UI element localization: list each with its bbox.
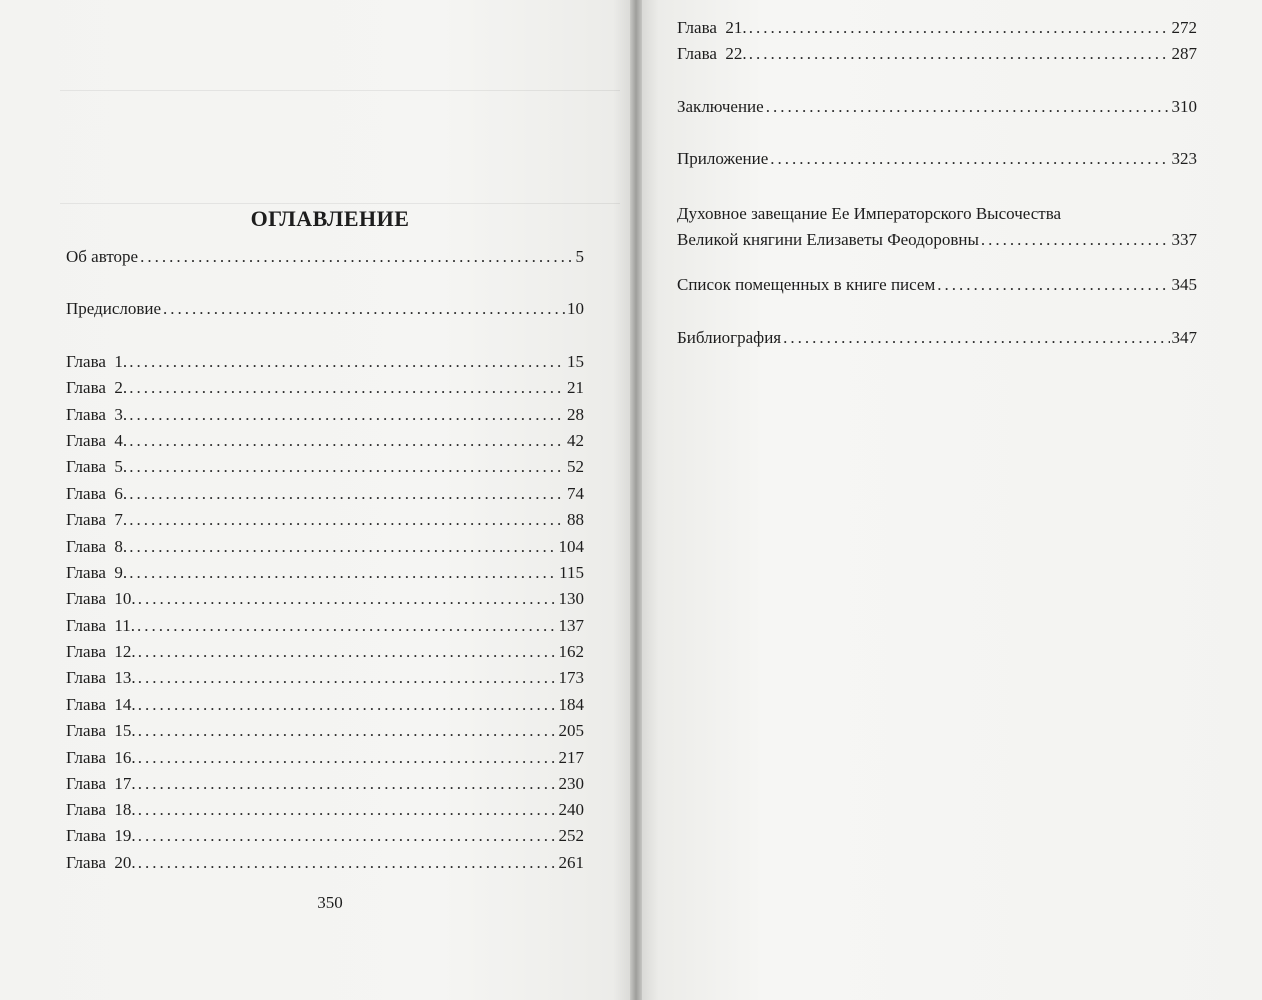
dot-leader — [129, 562, 557, 584]
toc-entry-label: Глава 17. — [66, 774, 136, 793]
toc-entry-page: 184 — [558, 695, 584, 714]
toc-entry-chapter-1[interactable] — [66, 351, 584, 373]
toc-entry-chapter-8[interactable] — [66, 536, 584, 558]
toc-entry-page: 104 — [558, 537, 584, 556]
toc-entry-page: 252 — [558, 826, 584, 845]
toc-entry-page: 15 — [567, 352, 584, 371]
dot-leader — [138, 825, 557, 847]
toc-entry-chapter-10[interactable] — [66, 588, 584, 610]
dot-leader — [138, 747, 557, 769]
dot-leader — [137, 615, 556, 637]
toc-entry-page: 261 — [558, 853, 584, 872]
toc-entry-label: Глава 4. — [66, 431, 128, 450]
toc-entry-label: Глава 11. — [66, 616, 136, 635]
dot-leader — [163, 298, 565, 320]
toc-entry-chapter-21[interactable] — [677, 17, 1197, 39]
toc-entry-label: Глава 9. — [66, 563, 128, 582]
toc-entry-page: 130 — [558, 589, 584, 608]
toc-entry-page: 310 — [1171, 97, 1197, 116]
toc-entry-label: Великой княгини Елизаветы Феодоровны — [677, 230, 979, 249]
toc-entry-page: 337 — [1171, 230, 1197, 249]
toc-heading: ОГЛАВЛЕНИЕ — [250, 206, 410, 231]
toc-entry-chapter-12[interactable] — [66, 641, 584, 663]
toc-entry-chapter-13[interactable] — [66, 667, 584, 689]
toc-entry-page: 230 — [558, 774, 584, 793]
toc-entry-label: Глава 2. — [66, 378, 128, 397]
toc-entry-chapter-18[interactable] — [66, 799, 584, 821]
toc-entry-label: Список помещенных в книге писем — [677, 275, 936, 294]
toc-entry-chapter-16[interactable] — [66, 747, 584, 769]
toc-entry-page: 240 — [558, 800, 584, 819]
toc-entry-page: 217 — [558, 748, 584, 767]
dot-leader — [129, 456, 565, 478]
toc-entry-chapter-19[interactable] — [66, 825, 584, 847]
toc-entry-label: Глава 22. — [677, 44, 747, 63]
toc-entry-label-line1: Духовное завещание Ее Императорского Высочества — [677, 204, 1062, 223]
book-spine — [630, 0, 642, 1000]
toc-entry-chapter-5[interactable] — [66, 456, 584, 478]
dot-leader — [749, 43, 1170, 65]
toc-entry-page: 137 — [558, 616, 584, 635]
toc-entry-label: Глава 20. — [66, 853, 136, 872]
toc-entry-page: 28 — [567, 405, 584, 424]
dot-leader — [138, 720, 557, 742]
dot-leader — [129, 377, 565, 399]
toc-entry-preface[interactable] — [66, 298, 584, 320]
toc-entry-label: Глава 15. — [66, 721, 136, 740]
dot-leader — [129, 509, 565, 531]
toc-entry-label: Глава 8. — [66, 537, 128, 556]
toc-entry-page: 162 — [558, 642, 584, 661]
toc-entry-label: Глава 10. — [66, 589, 136, 608]
toc-entry-chapter-20[interactable] — [66, 852, 584, 874]
toc-entry-label: Глава 7. — [66, 510, 128, 529]
dot-leader — [138, 667, 557, 689]
dot-leader — [138, 773, 557, 795]
toc-list-right — [677, 0, 1197, 1000]
toc-entry-page: 88 — [567, 510, 584, 529]
toc-entry-bibliography[interactable] — [677, 327, 1197, 349]
toc-entry-label: Глава 14. — [66, 695, 136, 714]
toc-entry-label: Заключение — [677, 97, 764, 116]
toc-entry-chapter-4[interactable] — [66, 430, 584, 452]
toc-entry-label: Глава 19. — [66, 826, 136, 845]
toc-entry-page: 272 — [1171, 18, 1197, 37]
toc-list-left — [66, 0, 584, 1000]
toc-entry-letters-list[interactable] — [677, 274, 1197, 296]
toc-entry-label: Предисловие — [66, 299, 162, 318]
toc-entry-chapter-7[interactable] — [66, 509, 584, 531]
toc-entry-label: Глава 3. — [66, 405, 128, 424]
dot-leader — [129, 404, 565, 426]
page-number: 350 — [317, 893, 343, 912]
dot-leader — [138, 799, 557, 821]
dot-leader — [129, 351, 565, 373]
toc-entry-page: 205 — [558, 721, 584, 740]
toc-entry-conclusion[interactable] — [677, 96, 1197, 118]
dot-leader — [937, 274, 1169, 296]
dot-leader — [766, 96, 1170, 118]
toc-entry-label: Глава 16. — [66, 748, 136, 767]
toc-entry-chapter-9[interactable] — [66, 562, 584, 584]
toc-entry-label: Глава 5. — [66, 457, 128, 476]
toc-entry-page: 52 — [567, 457, 584, 476]
toc-entry-page: 347 — [1171, 328, 1197, 347]
toc-entry-chapter-2[interactable] — [66, 377, 584, 399]
dot-leader — [783, 327, 1169, 349]
toc-entry-label: Библиография — [677, 328, 782, 347]
toc-entry-chapter-11[interactable] — [66, 615, 584, 637]
toc-entry-page: 173 — [558, 668, 584, 687]
toc-entry-page: 21 — [567, 378, 584, 397]
dot-leader — [138, 641, 557, 663]
dot-leader — [138, 588, 557, 610]
toc-entry-chapter-15[interactable] — [66, 720, 584, 742]
toc-entry-label: Глава 13. — [66, 668, 136, 687]
dot-leader — [129, 483, 565, 505]
toc-entry-label: Глава 1. — [66, 352, 128, 371]
toc-entry-page: 42 — [567, 431, 584, 450]
toc-entry-page: 115 — [559, 563, 584, 582]
toc-entry-page: 323 — [1171, 149, 1197, 168]
toc-entry-label: Глава 21. — [677, 18, 747, 37]
toc-entry-chapter-6[interactable] — [66, 483, 584, 505]
toc-entry-label: Глава 18. — [66, 800, 136, 819]
toc-entry-chapter-3[interactable] — [66, 404, 584, 426]
dot-leader — [138, 852, 557, 874]
toc-entry-spiritual-testament[interactable] — [677, 203, 1197, 251]
dot-leader — [981, 229, 1170, 251]
dot-leader — [129, 430, 565, 452]
toc-entry-page: 345 — [1171, 275, 1197, 294]
toc-entry-label: Приложение — [677, 149, 769, 168]
toc-entry-chapter-22[interactable] — [677, 43, 1197, 65]
toc-entry-about-author[interactable] — [66, 246, 584, 268]
dot-leader — [140, 246, 573, 268]
toc-entry-line2 — [677, 229, 1197, 251]
toc-entry-page: 287 — [1171, 44, 1197, 63]
dot-leader — [770, 148, 1169, 170]
toc-entry-chapter-14[interactable] — [66, 694, 584, 716]
toc-entry-page: 74 — [567, 484, 584, 503]
dot-leader — [138, 694, 557, 716]
toc-entry-appendix[interactable] — [677, 148, 1197, 170]
toc-entry-chapter-17[interactable] — [66, 773, 584, 795]
toc-entry-label: Глава 6. — [66, 484, 128, 503]
toc-entry-label: Глава 12. — [66, 642, 136, 661]
toc-entry-label: Об авторе — [66, 247, 139, 266]
dot-leader — [129, 536, 556, 558]
dot-leader — [749, 17, 1170, 39]
toc-entry-page: 5 — [575, 247, 584, 266]
toc-entry-page: 10 — [567, 299, 584, 318]
